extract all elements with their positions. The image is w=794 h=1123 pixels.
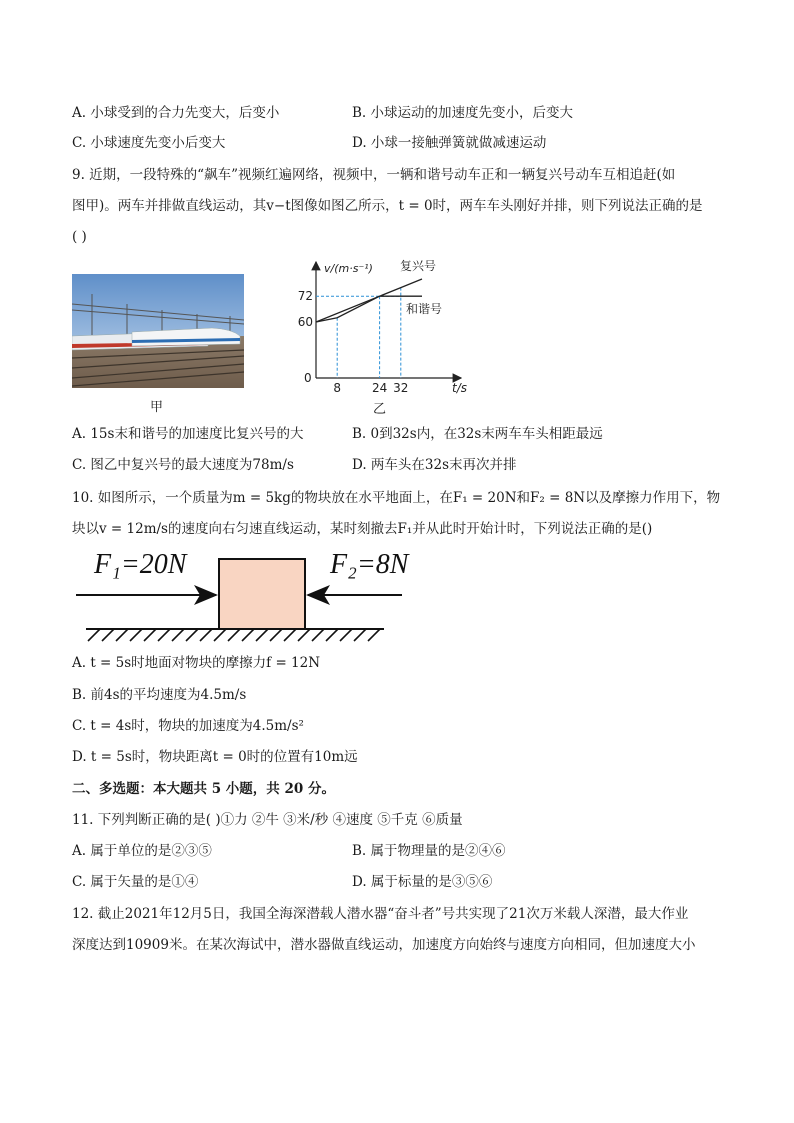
series-label-hexie: 和谐号 <box>406 302 443 316</box>
q9-option-c: C. 图乙中复兴号的最大速度为78m/s <box>72 457 294 473</box>
q11-stem: 11. 下列判断正确的是( )①力 ②牛 ③米/秒 ④速度 ⑤千克 ⑥质量 <box>72 812 463 828</box>
q9-stem-line1: 9. 近期，一段特殊的“飙车”视频红遍网络，视频中，一辆和谐号动车正和一辆复兴号动车互相追赶(如 <box>72 167 676 183</box>
x-tick-label: 32 <box>393 381 409 395</box>
q11-option-d: D. 属于标量的是③⑤⑥ <box>352 874 493 890</box>
hatch-mark <box>186 629 198 641</box>
y-tick-label: 72 <box>297 289 313 304</box>
hatch-mark <box>256 629 268 641</box>
q10-stem-line1: 10. 如图所示，一个质量为m = 5kg的物块放在水平地面上，在F₁ = 20N和F₂ = 8N以及摩擦力作用下，物 <box>72 490 721 506</box>
q10-option-d: D. t = 5s时，物块距离t = 0时的位置有10m远 <box>72 749 358 765</box>
hatch-mark <box>228 629 240 641</box>
q9-option-a: A. 15s末和谐号的加速度比复兴号的大 <box>72 426 304 442</box>
hatch-mark <box>116 629 128 641</box>
hatch-mark <box>214 629 226 641</box>
q11-option-b: B. 属于物理量的是②④⑥ <box>352 843 506 859</box>
hatch-mark <box>284 629 296 641</box>
q10-stem-line2: 块以v = 12m/s的速度向右匀速直线运动，某时刻撤去F₁并从此时开始计时，下列说法正确的是() <box>72 521 653 537</box>
hatch-mark <box>242 629 254 641</box>
y-axis-label: v/(m·s⁻¹) <box>324 262 373 275</box>
hatch-mark <box>312 629 324 641</box>
q9-stem-line3: ( ) <box>72 229 87 245</box>
q12-stem-line2: 深度达到10909米。在某次海试中，潜水器做直线运动，加速度方向始终与速度方向相同，但加速度大小 <box>72 937 696 953</box>
hatch-mark <box>326 629 338 641</box>
force-diagram <box>72 542 432 642</box>
q9-stem-line2: 图甲)。两车并排做直线运动，其v−t图像如图乙所示，t = 0时，两车车头刚好并排，则下列说法正确的是 <box>72 198 703 214</box>
hatch-mark <box>130 629 142 641</box>
q10-option-b: B. 前4s的平均速度为4.5m/s <box>72 687 247 703</box>
q8-option-b: B. 小球运动的加速度先变小，后变大 <box>352 105 574 121</box>
q10-option-a: A. t = 5s时地面对物块的摩擦力f = 12N <box>72 655 321 671</box>
y-tick-label: 60 <box>297 315 313 329</box>
x-axis-label: t/s <box>452 381 467 395</box>
hatch-mark <box>172 629 184 641</box>
chart-caption: 乙 <box>373 402 387 417</box>
q12-stem-line1: 12. 截止2021年12月5日，我国全海深潜载人潜水器“奋斗者”号共实现了21次万米载人深潜，最大作业 <box>72 906 689 922</box>
train-photo <box>72 274 244 388</box>
hatch-mark <box>200 629 212 641</box>
q11-option-a: A. 属于单位的是②③⑤ <box>72 843 212 859</box>
series-label-fuxing: 复兴号 <box>400 259 437 273</box>
hatch-mark <box>88 629 100 641</box>
x-tick-label: 8 <box>333 381 342 395</box>
hatch-mark <box>340 629 352 641</box>
origin-label: 0 <box>304 371 312 385</box>
block <box>219 559 305 629</box>
q11-option-c: C. 属于矢量的是①④ <box>72 874 199 890</box>
hatch-mark <box>158 629 170 641</box>
hatch-mark <box>354 629 366 641</box>
hatch-mark <box>144 629 156 641</box>
vt-chart <box>296 256 476 396</box>
section-heading: 二、多选题：本大题共 5 小题，共 20 分。 <box>72 781 335 797</box>
hatch-mark <box>298 629 310 641</box>
q8-option-d: D. 小球一接触弹簧就做减速运动 <box>352 135 547 151</box>
q9-option-d: D. 两车头在32s末再次并排 <box>352 457 517 473</box>
q8-option-c: C. 小球速度先变小后变大 <box>72 135 226 151</box>
x-tick-label: 24 <box>371 381 388 395</box>
q8-option-a: A. 小球受到的合力先变大，后变小 <box>72 105 280 121</box>
ground-hatch <box>88 629 380 641</box>
f1-label: F₁=20N <box>94 549 187 580</box>
q10-option-c: C. t = 4s时，物块的加速度为4.5m/s² <box>72 718 304 734</box>
photo-caption: 甲 <box>150 400 164 415</box>
f2-label: F₂=8N <box>330 549 409 580</box>
hatch-mark <box>270 629 282 641</box>
hatch-mark <box>102 629 114 641</box>
q9-option-b: B. 0到32s内，在32s末两车车头相距最远 <box>352 426 603 442</box>
hatch-mark <box>368 629 380 641</box>
